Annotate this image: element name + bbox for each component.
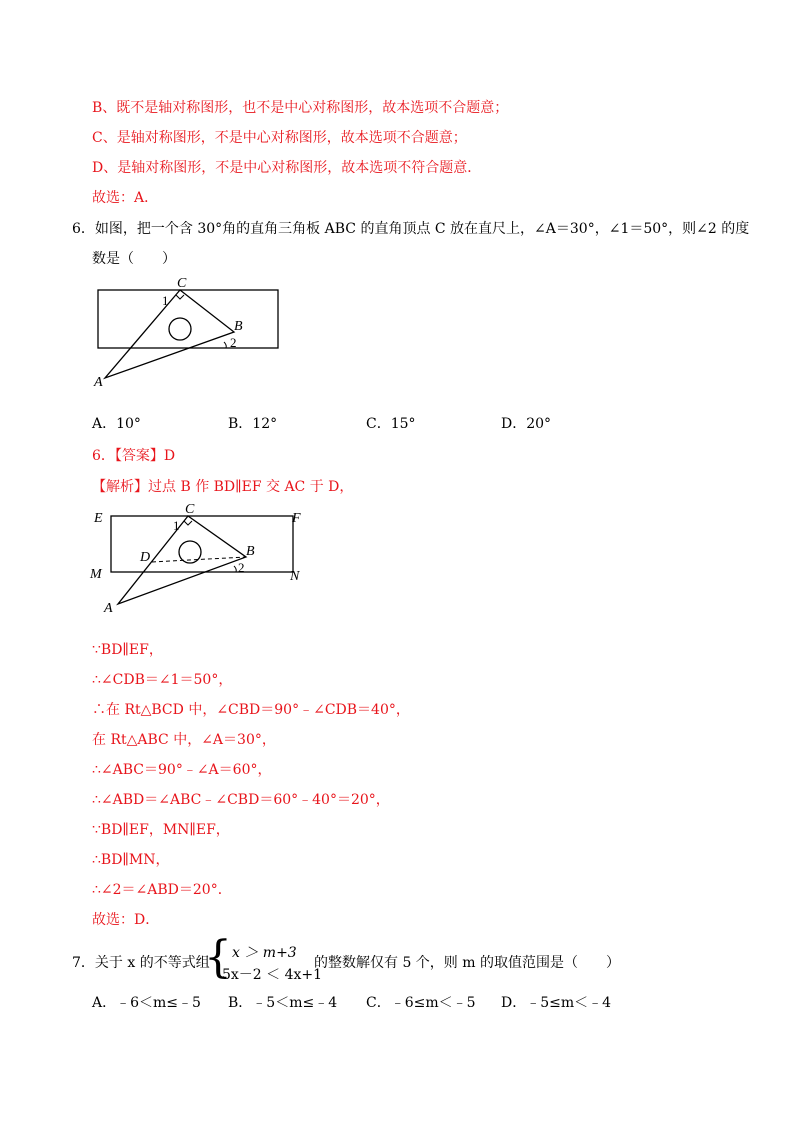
- ruler-rect: [98, 290, 278, 348]
- solution-choice: 故选：A．: [92, 190, 159, 206]
- question7-text-after: 的整数解仅有 5 个，则 m 的取值范围是（ ）: [314, 955, 620, 971]
- system-brace: {: [204, 932, 232, 983]
- step-1: ∵BD∥EF，: [92, 642, 163, 658]
- label-e: E: [94, 511, 103, 526]
- question7-text-before: 7．关于 x 的不等式组: [72, 955, 210, 971]
- step-4: 在 Rt△ABC 中，∠A＝30°，: [92, 732, 276, 748]
- question6-figure: [88, 272, 288, 392]
- angle-2-arc-2: [234, 566, 236, 572]
- step-10: 故选：D．: [92, 912, 160, 928]
- step-7: ∵BD∥EF，MN∥EF，: [92, 822, 230, 838]
- right-angle-mark: [176, 295, 184, 299]
- q6-analysis-head: 【解析】过点 B 作 BD∥EF 交 AC 于 D，: [92, 479, 354, 495]
- step-6: ∴∠ABD＝∠ABC﹣∠CBD＝60°﹣40°＝20°，: [92, 792, 390, 808]
- step-9: ∴∠2＝∠ABD＝20°．: [92, 882, 232, 898]
- label-a: A: [94, 375, 103, 390]
- solution-line-b: B、既不是轴对称图形，也不是中心对称图形，故本选项不合题意；: [92, 100, 509, 116]
- right-angle-mark-2: [184, 521, 192, 525]
- q6-option-b[interactable]: B．12°: [228, 416, 278, 432]
- label-a-2: A: [104, 601, 113, 616]
- ruler-rect-2: [111, 516, 293, 572]
- solution-line-d: D、是轴对称图形，不是中心对称图形，故本选项不符合题意．: [92, 160, 482, 176]
- solution-line-c: C、是轴对称图形，不是中心对称图形，故本选项不合题意；: [92, 130, 467, 146]
- q6-option-d[interactable]: D．20°: [501, 416, 552, 432]
- q6-answer: 6．【答案】D: [92, 448, 176, 464]
- analysis-figure: [86, 500, 316, 620]
- label-n: N: [290, 569, 300, 584]
- step-3: ∴在 Rt△BCD 中，∠CBD＝90°﹣∠CDB＝40°，: [92, 702, 410, 718]
- label-d: D: [140, 550, 151, 565]
- q6-option-c[interactable]: C．15°: [366, 416, 416, 432]
- circle-hole: [169, 318, 191, 340]
- label-2: 2: [230, 335, 237, 350]
- q7-option-d[interactable]: D．﹣5≤m＜﹣4: [501, 995, 612, 1011]
- q6-option-a[interactable]: A．10°: [92, 416, 141, 432]
- inequality-1: x ＞ m+3: [232, 945, 297, 961]
- label-c: C: [177, 276, 187, 291]
- q7-option-a[interactable]: A．﹣6＜m≤﹣5: [92, 995, 201, 1011]
- q7-option-b[interactable]: B．﹣5＜m≤﹣4: [228, 995, 338, 1011]
- angle-2-arc: [224, 342, 226, 348]
- label-1-2: 1: [173, 518, 180, 533]
- inequality-2: 5x－2 ＜ 4x+1: [222, 967, 323, 983]
- question6-text-line1: 6．如图，把一个含 30°角的直角三角板 ABC 的直角顶点 C 放在直尺上，∠A＝30°，∠1＝50°，则∠2 的度: [72, 221, 750, 237]
- question6-text-line2: 数是（ ）: [92, 251, 176, 267]
- label-2-2: 2: [238, 560, 245, 575]
- label-b-2: B: [246, 544, 255, 559]
- label-f: F: [292, 511, 301, 526]
- step-8: ∴BD∥MN，: [92, 852, 170, 868]
- label-m: M: [90, 567, 102, 582]
- step-2: ∴∠CDB＝∠1＝50°，: [92, 672, 233, 688]
- q7-option-c[interactable]: C．﹣6≤m＜﹣5: [366, 995, 476, 1011]
- step-5: ∴∠ABC＝90°﹣∠A＝60°，: [92, 762, 272, 778]
- label-b: B: [234, 319, 243, 334]
- label-1: 1: [162, 293, 169, 308]
- label-c-2: C: [185, 502, 195, 517]
